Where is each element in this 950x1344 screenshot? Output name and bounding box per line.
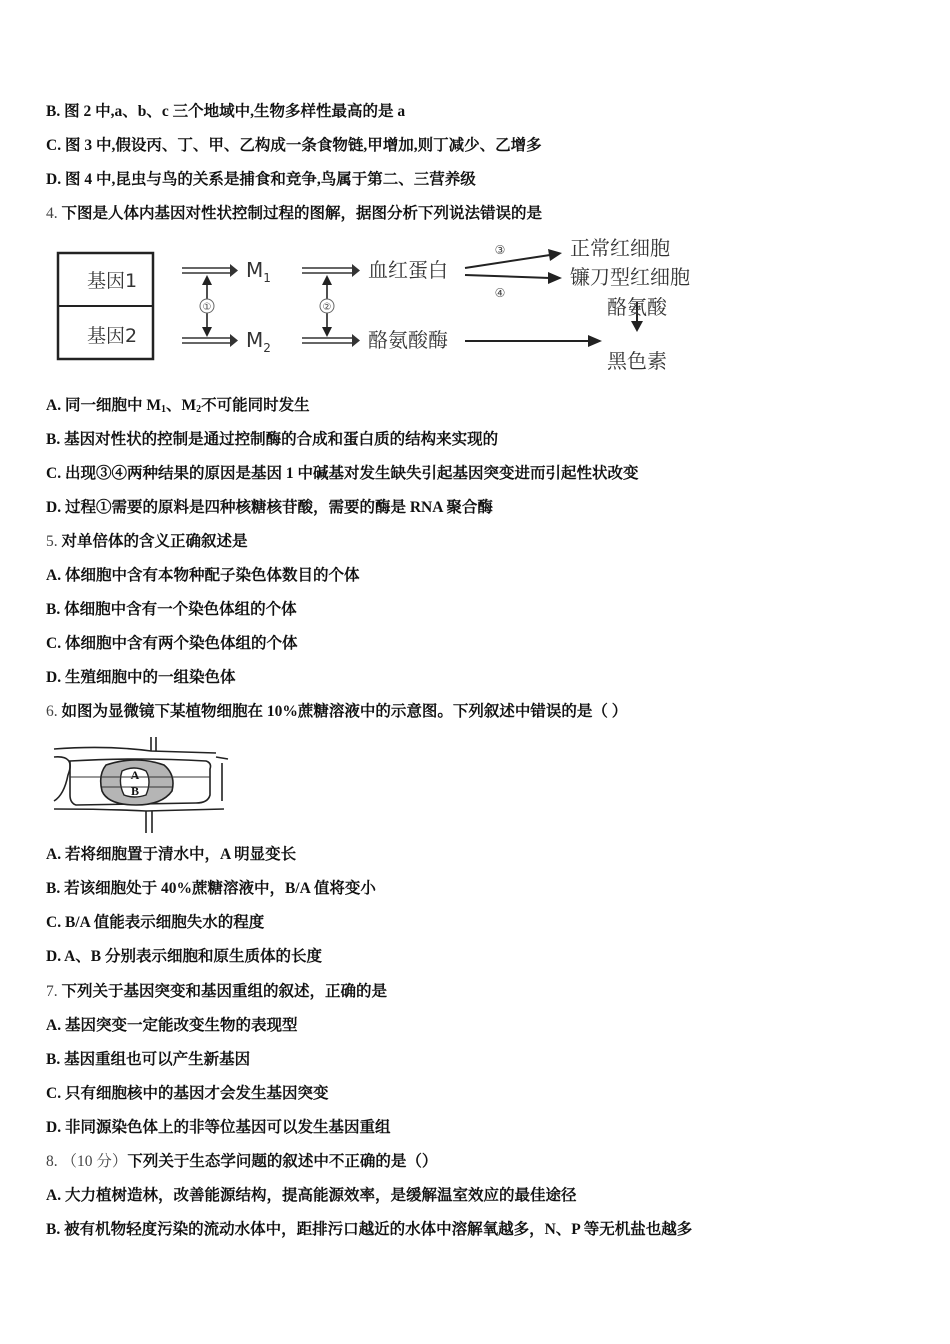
option-text: 图 3 中,假设丙、丁、甲、乙构成一条食物链,甲增加,则丁减少、乙增多 xyxy=(64,137,542,154)
option-label: B. xyxy=(46,431,61,448)
step4-label: ④ xyxy=(494,286,506,300)
option-label: C. xyxy=(46,914,62,931)
q8-stem xyxy=(46,1152,437,1172)
question-text: 如图为显微镜下某植物细胞在 10%蔗糖溶液中的示意图。下列叙述中错误的是（ ） xyxy=(61,703,628,720)
gene2-label: 基因2 xyxy=(86,325,138,347)
option-label: D. xyxy=(46,171,62,188)
option-label: C. xyxy=(46,635,62,652)
option-text: 生殖细胞中的一组染色体 xyxy=(64,669,236,686)
tyrosine-label: 酪氨酸 xyxy=(607,295,667,319)
option-label: C. xyxy=(46,137,62,154)
q8-option-b xyxy=(46,1220,692,1240)
option-text: A、B 分别表示细胞和原生质体的长度 xyxy=(64,948,323,965)
step1-label: ① xyxy=(202,302,212,313)
option-text: 基因重组也可以产生新基因 xyxy=(64,1051,251,1068)
option-text: 出现③④两种结果的原因是基因 1 中碱基对发生缺失引起基因突变进而引起性状改变 xyxy=(64,465,639,482)
q6-option-c xyxy=(46,913,264,933)
q7-option-c xyxy=(46,1084,328,1104)
q4-option-c xyxy=(46,464,638,484)
option-label: A. xyxy=(46,397,62,414)
subscript: 1 xyxy=(160,404,166,415)
q4-option-a xyxy=(46,396,310,420)
option-label: B. xyxy=(46,880,61,897)
subscript: 2 xyxy=(196,404,202,415)
tyrosinase-label: 酪氨酸酶 xyxy=(368,328,448,352)
q4-option-d xyxy=(46,498,493,518)
option-label: D. xyxy=(46,499,62,516)
m1-label: $M_1$ xyxy=(246,258,271,285)
q7-option-d xyxy=(46,1118,390,1138)
q7-option-a xyxy=(46,1016,297,1036)
option-label: A. xyxy=(46,1017,62,1034)
option-label: B. xyxy=(46,1051,61,1068)
sickle-rbc-label: 镰刀型红细胞 xyxy=(570,265,690,289)
plant-cell-figure xyxy=(46,735,236,835)
normal-rbc-label: 正常红细胞 xyxy=(570,236,670,260)
option-text: 体细胞中含有两个染色体组的个体 xyxy=(64,635,298,652)
q7-option-b xyxy=(46,1050,250,1070)
option-text-part: 、M xyxy=(165,397,197,414)
q6-stem xyxy=(46,702,627,722)
question-text: 下图是人体内基因对性状控制过程的图解，据图分析下列说法错误的是 xyxy=(61,205,543,222)
option-label: C. xyxy=(46,1085,62,1102)
option-text: 体细胞中含有一个染色体组的个体 xyxy=(64,601,297,618)
q5-option-a xyxy=(46,566,359,586)
q5-stem xyxy=(46,532,248,552)
question-number: 7. xyxy=(46,983,58,1000)
option-label: D. xyxy=(46,948,62,965)
q8-option-a xyxy=(46,1186,576,1206)
option-text: 若该细胞处于 40%蔗糖溶液中，B/A 值将变小 xyxy=(64,880,376,897)
gene-expression-diagram xyxy=(50,235,730,385)
hemoglobin-label: 血红蛋白 xyxy=(368,258,448,282)
q3-option-d xyxy=(46,170,476,190)
option-label: B. xyxy=(46,601,61,618)
option-label: A. xyxy=(46,846,62,863)
label-b: B xyxy=(130,784,140,798)
option-text: 过程①需要的原料是四种核糖核苷酸，需要的酶是 RNA 聚合酶 xyxy=(64,499,493,516)
option-text: 图 4 中,昆虫与鸟的关系是捕食和竞争,鸟属于第二、三营养级 xyxy=(64,171,476,188)
option-label: A. xyxy=(46,567,62,584)
option-label: A. xyxy=(46,1187,62,1204)
question-number: 5. xyxy=(46,533,58,550)
q5-option-d xyxy=(46,668,235,688)
m2-label: $M_2$ xyxy=(246,328,271,355)
option-text: 被有机物轻度污染的流动水体中，距排污口越近的水体中溶解氧越多，N、P 等无机盐也越多 xyxy=(64,1221,693,1238)
q7-stem xyxy=(46,982,387,1002)
option-text: 图 2 中,a、b、c 三个地域中,生物多样性最高的是 a xyxy=(64,103,406,120)
label-a: A xyxy=(130,768,140,782)
option-text: 非同源染色体上的非等位基因可以发生基因重组 xyxy=(64,1119,391,1136)
option-text: 若将细胞置于清水中，A 明显变长 xyxy=(64,846,297,863)
option-text: 基因对性状的控制是通过控制酶的合成和蛋白质的结构来实现的 xyxy=(64,431,499,448)
q5-option-c xyxy=(46,634,297,654)
option-text: 只有细胞核中的基因才会发生基因突变 xyxy=(64,1085,329,1102)
option-label: C. xyxy=(46,465,62,482)
question-text: 对单倍体的含义正确叙述是 xyxy=(61,533,248,550)
option-label: D. xyxy=(46,1119,62,1136)
question-number: 4. xyxy=(46,205,58,222)
option-label: B. xyxy=(46,103,61,120)
question-number: 8. xyxy=(46,1153,58,1170)
option-text xyxy=(65,397,310,414)
q4-stem xyxy=(46,204,542,224)
option-text: 体细胞中含有本物种配子染色体数目的个体 xyxy=(64,567,360,584)
option-label: B. xyxy=(46,1221,61,1238)
question-number: 6. xyxy=(46,703,58,720)
q6-option-b xyxy=(46,879,376,899)
step2-label: ② xyxy=(322,302,332,313)
gene1-label: 基因1 xyxy=(86,270,138,292)
q4-option-b xyxy=(46,430,498,450)
step3-label: ③ xyxy=(494,243,506,257)
option-text: 大力植树造林，改善能源结构，提高能源效率，是缓解温室效应的最佳途径 xyxy=(64,1187,577,1204)
option-text-part: 不可能同时发生 xyxy=(201,397,310,414)
q6-option-a xyxy=(46,845,296,865)
question-text: 下列关于基因突变和基因重组的叙述，正确的是 xyxy=(61,983,388,1000)
question-text: 下列关于生态学问题的叙述中不正确的是（） xyxy=(127,1153,438,1170)
melanin-label: 黑色素 xyxy=(607,349,667,373)
q5-option-b xyxy=(46,600,297,620)
q3-option-b xyxy=(46,102,405,122)
option-text: 基因突变一定能改变生物的表现型 xyxy=(64,1017,298,1034)
q3-option-c xyxy=(46,136,542,156)
q6-option-d xyxy=(46,947,322,967)
question-score: （10 分） xyxy=(61,1153,128,1170)
option-text-part: 同一细胞中 M xyxy=(64,397,161,414)
option-label: D. xyxy=(46,669,62,686)
option-text: B/A 值能表示细胞失水的程度 xyxy=(64,914,265,931)
